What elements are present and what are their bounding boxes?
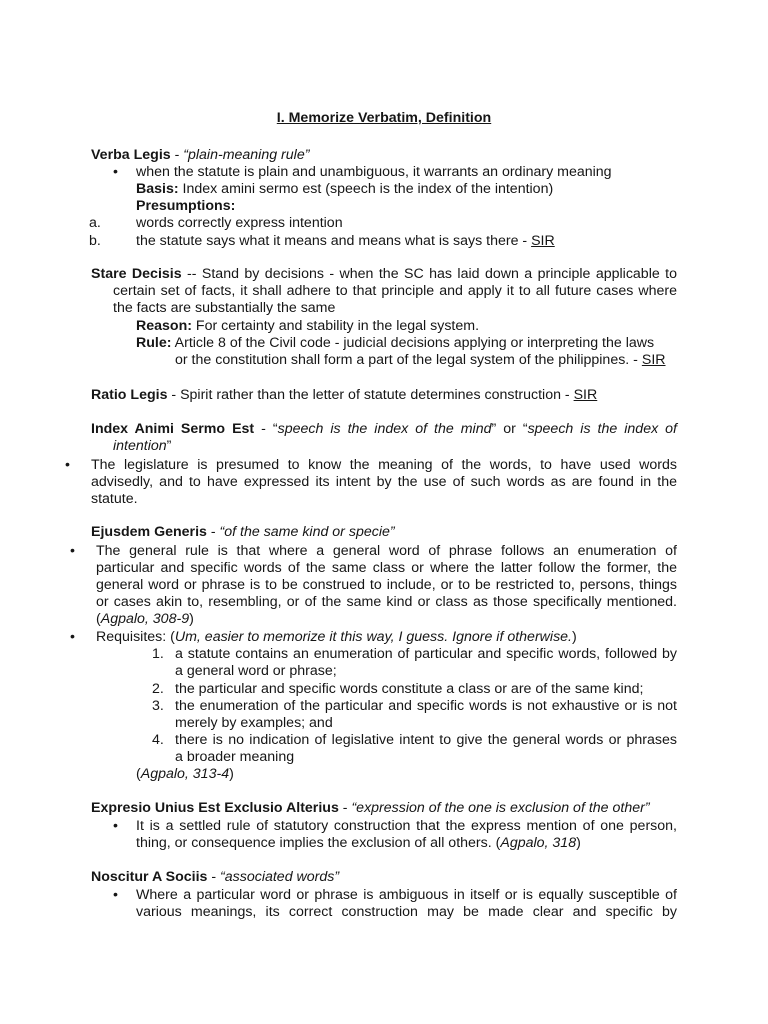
text-line: various meanings, its correct construction may be made clear and specific by (136, 904, 677, 920)
term: Verba Legis (91, 147, 171, 163)
verba-legis-basis: Basis: Index amini sermo est (speech is the index of the intention) (136, 181, 554, 197)
citation: (Agpalo, 308-9) (96, 611, 194, 627)
term: Expresio Unius Est Exclusio Alterius (91, 800, 339, 816)
sir-reference: SIR (531, 233, 555, 249)
term: Index Animi Sermo Est (91, 421, 255, 437)
ejusdem-generis-heading: Ejusdem Generis - “of the same kind or specie” (91, 524, 395, 540)
requisite-item: a statute contains an enumeration of particular and specific words, followed by (175, 646, 677, 662)
text-line: or the constitution shall form a part of the legal system of the philippines. - SIR (175, 352, 666, 368)
sir-reference: SIR (641, 352, 666, 368)
index-animi-heading: Index Animi Sermo Est - “speech is the index of the mind” or “speech is the index of (91, 421, 678, 437)
term-meaning: “of the same kind or specie” (219, 524, 395, 540)
text-line: advisedly, and to have expressed its intent by the use of such words as are found in the (91, 474, 677, 490)
noscitur-heading: Noscitur A Sociis - “associated words” (91, 869, 340, 885)
term: Ratio Legis (91, 387, 168, 403)
bullet-glyph: • (65, 457, 70, 473)
stare-decisis-heading: Stare Decisis -- Stand by decisions - when the SC has laid down a principle applicable to (91, 266, 677, 282)
text-line: the facts are substantially the same (113, 300, 336, 316)
bullet-glyph: • (70, 629, 75, 645)
requisite-item: there is no indication of legislative intent to give the general words or phrases (175, 732, 677, 748)
presumption-item: the statute says what it means and means what is says there - SIR (136, 233, 555, 249)
stare-decisis-reason: Reason: For certainty and stability in the legal system. (136, 318, 480, 334)
verba-legis-bullet: when the statute is plain and unambiguous, it warrants an ordinary meaning (136, 164, 612, 180)
term-meaning: “associated words” (220, 869, 340, 885)
ratio-legis-heading: Ratio Legis - Spirit rather than the letter of statute determines construction - SIR (91, 387, 598, 403)
text-line: merely by examples; and (175, 715, 333, 731)
text-line: statute. (91, 491, 138, 507)
list-number: 4. (152, 732, 164, 748)
requisite-item: the particular and specific words constitute a class or are of the same kind; (175, 681, 644, 697)
text-line: It is a settled rule of statutory construction that the express mention of one person, (136, 818, 677, 834)
bullet-glyph: • (113, 818, 118, 834)
text-line: a broader meaning (175, 749, 295, 765)
text-line: The general rule is that where a general word of phrase follows an enumeration of (96, 543, 677, 559)
list-marker: b. (89, 233, 101, 249)
verba-legis-heading: Verba Legis - “plain-meaning rule” (91, 147, 310, 163)
text-line: thing, or consequence implies the exclusion of all others. (Agpalo, 318) (136, 835, 581, 851)
list-marker: a. (89, 215, 101, 231)
bullet-glyph: • (70, 543, 75, 559)
bullet-glyph: • (113, 887, 118, 903)
list-number: 1. (152, 646, 164, 662)
text-line: certain set of facts, it shall adhere to that principle and apply it to all future cases where (113, 283, 677, 299)
text-line: intention” (113, 438, 172, 454)
text-line: The legislature is presumed to know the meaning of the words, to have used words (91, 457, 677, 473)
term: Noscitur A Sociis (91, 869, 208, 885)
presumption-item: words correctly express intention (136, 215, 343, 231)
stare-decisis-rule: Rule: Article 8 of the Civil code - judicial decisions applying or interpreting the laws (136, 335, 655, 351)
text-line: a general word or phrase; (175, 663, 337, 679)
page-title: I. Memorize Verbatim, Definition (276, 110, 492, 126)
requisites-label: Requisites: (Um, easier to memorize it this way, I guess. Ignore if otherwise.) (96, 629, 577, 645)
text-line: general word or phrase is to be construed to include, or to be restricted to, persons, things (96, 577, 677, 593)
term: Stare Decisis (91, 266, 182, 282)
text-line: or cases akin to, resembling, or of the same kind or class as those specifically mentioned. (96, 594, 677, 610)
citation: (Agpalo, 313-4) (136, 766, 234, 782)
bullet-glyph: • (113, 164, 118, 180)
expresio-unius-heading: Expresio Unius Est Exclusio Alterius - “expression of the one is exclusion of the other” (91, 800, 650, 816)
term-meaning: “expression of the one is exclusion of the other” (351, 800, 650, 816)
text-line: Where a particular word or phrase is ambiguous in itself or is equally susceptible of (136, 887, 677, 903)
text-line: particular and specific words of the same class or where the latter follow the former, the (96, 560, 677, 576)
term-meaning: “plain-meaning rule” (183, 147, 310, 163)
presumptions-label: Presumptions: (136, 198, 236, 214)
list-number: 3. (152, 698, 164, 714)
requisite-item: the enumeration of the particular and specific words is not exhaustive or is not (175, 698, 677, 714)
term: Ejusdem Generis (91, 524, 207, 540)
sir-reference: SIR (573, 387, 598, 403)
list-number: 2. (152, 681, 164, 697)
